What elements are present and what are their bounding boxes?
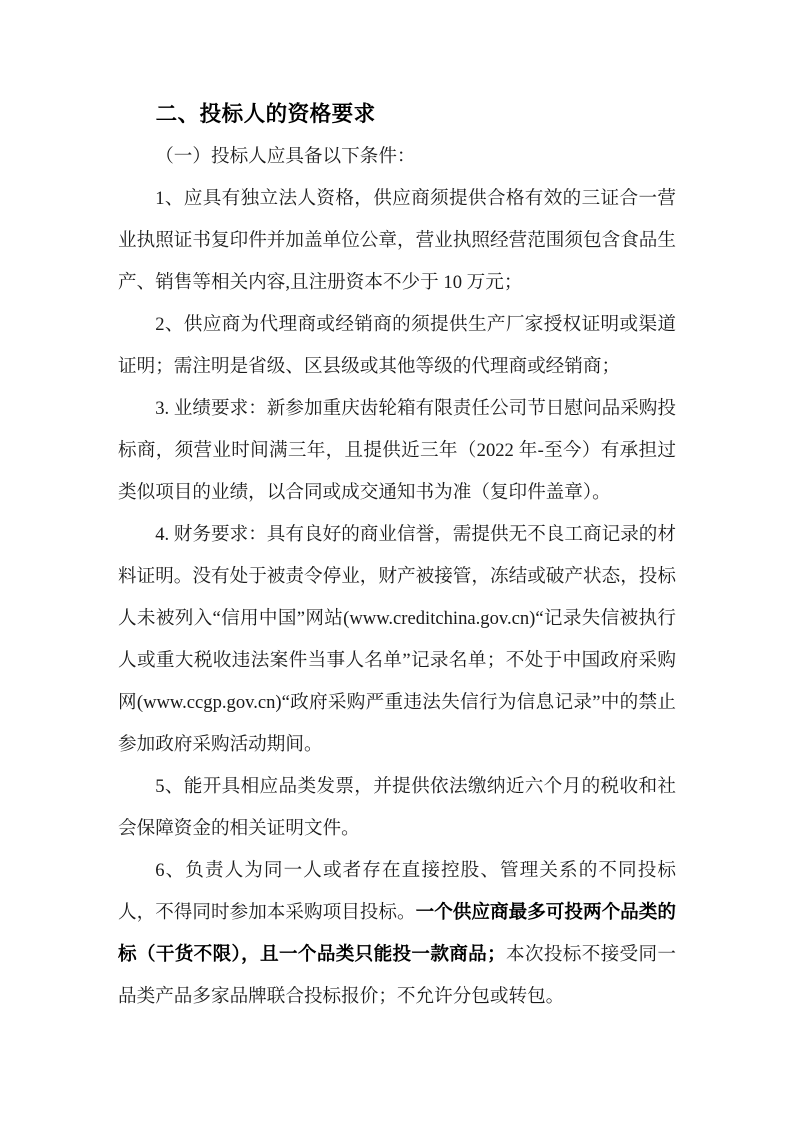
paragraph [118, 388, 676, 514]
text-run: 2、供应商为代理商或经销商的须提供生产厂家授权证明或渠道证明；需注明是省级、区县级或其他等级的代理商或经销商； [118, 314, 676, 377]
text-run: 本次投标不接受同一品类产品多家品牌联合投标报价；不允许分包或转包。 [118, 944, 676, 1007]
paragraphs [118, 136, 676, 1018]
document-body [118, 136, 676, 1018]
text-run: 4. 财务要求：具有良好的商业信誉，需提供无不良工商记录的材料证明。没有处于被责令停业，财产被接管，冻结或破产状态，投标人未被列入“信用中国”网站(www.creditchina.gov.cn)“记录失信被执行人或重大税收违法案件当事人名单”记录名单；不处于中国政府采购网(www.ccgp.gov.cn)“政府采购严重违法失信行为信息记录”中的禁止参加政府采购活动期间。 [118, 524, 676, 755]
section-heading: 二、投标人的资格要求 [155, 102, 376, 126]
paragraph [118, 850, 676, 1018]
text-run: 6、负责人为同一人或者存在直接控股、管理关系的不同投标人，不得同时参加本采购项目投标。 [118, 860, 676, 923]
text-run: 3. 业绩要求：新参加重庆齿轮箱有限责任公司节日慰问品采购投标商，须营业时间满三年，且提供近三年（2022 年-至今）有承担过类似项目的业绩，以合同或成交通知书为准（复印件盖章）。 [118, 398, 676, 503]
paragraph [118, 178, 676, 304]
paragraph [118, 514, 676, 766]
text-run: （一）投标人应具备以下条件： [155, 146, 416, 167]
paragraph [118, 766, 676, 850]
text-run: 5、能开具相应品类发票，并提供依法缴纳近六个月的税收和社会保障资金的相关证明文件。 [118, 776, 676, 839]
paragraph [118, 136, 676, 178]
bold-text-run: 一个供应商最多可投两个品类的标（干货不限），且一个品类只能投一款商品； [118, 902, 676, 965]
paragraph [118, 304, 676, 388]
text-run: 1、应具有独立法人资格，供应商须提供合格有效的三证合一营业执照证书复印件并加盖单位公章，营业执照经营范围须包含食品生产、销售等相关内容,且注册资本不少于 10 万元； [118, 188, 676, 293]
